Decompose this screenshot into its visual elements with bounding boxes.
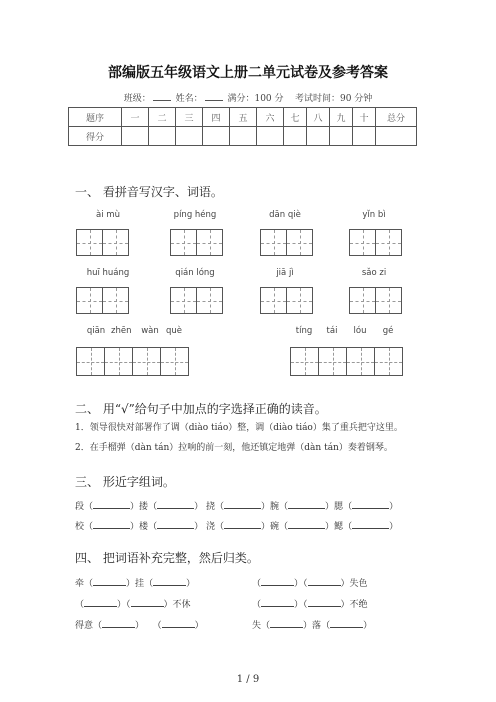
pinyin: huī huáng (86, 268, 130, 278)
score-cell[interactable] (203, 127, 230, 146)
char-grid[interactable] (76, 229, 129, 256)
answer-blank[interactable] (288, 499, 325, 509)
char: 腕 (270, 502, 280, 512)
char-grid[interactable] (170, 287, 223, 314)
answer-blank[interactable] (261, 576, 294, 586)
section-1-heading: 一、 看拼音写汉字、词语。 (75, 185, 223, 199)
answer-blank[interactable] (157, 519, 194, 529)
idiom-line: （ ）（ ）失色 (252, 576, 368, 589)
score-cell[interactable] (330, 127, 353, 146)
answer-blank[interactable] (131, 597, 164, 607)
answer-blank[interactable] (157, 499, 194, 509)
char-grid[interactable] (260, 229, 313, 256)
score-label: 满分：100 分 (227, 94, 284, 104)
idiom-char: 牵 (75, 579, 85, 589)
score-cell[interactable] (353, 127, 376, 146)
page-number: 1 / 9 (236, 674, 260, 685)
col-header: 八 (307, 108, 330, 127)
idiom-char: 得意 (75, 621, 94, 631)
section-3-heading: 三、 形近字组词。 (75, 475, 175, 489)
answer-blank[interactable] (261, 597, 294, 607)
pinyin: wàn (141, 326, 159, 336)
char-cell[interactable] (375, 229, 402, 256)
pinyin: gé (382, 326, 394, 336)
class-blank[interactable] (153, 92, 171, 101)
row-label: 得分 (69, 127, 122, 146)
score-cell[interactable] (176, 127, 203, 146)
answer-blank[interactable] (84, 597, 117, 607)
char-cell[interactable] (318, 347, 347, 376)
idiom-line: 牵（ ）挂（ ） (75, 576, 195, 589)
char: 碗 (270, 522, 280, 532)
char-grid[interactable] (260, 287, 313, 314)
score-table-score-row (69, 127, 417, 146)
pinyin: jiā jì (276, 268, 294, 278)
answer-blank[interactable] (352, 519, 389, 529)
idiom-char: 失色 (349, 579, 368, 589)
pinyin: qián lóng (175, 268, 215, 278)
char-cell[interactable] (290, 347, 319, 376)
col-header: 总分 (376, 108, 417, 127)
char-cell[interactable] (286, 229, 313, 256)
pinyin: dān qiè (269, 210, 301, 220)
answer-blank[interactable] (330, 618, 363, 628)
section-4-heading: 四、 把词语补充完整，然后归类。 (75, 551, 259, 565)
col-header: 六 (257, 108, 284, 127)
char: 鳃 (334, 522, 344, 532)
idiom-char: 失 (252, 621, 262, 631)
col-header: 四 (203, 108, 230, 127)
char-cell[interactable] (160, 347, 189, 376)
pinyin: ài mù (96, 210, 120, 220)
char-cell[interactable] (260, 229, 287, 256)
exam-info (0, 91, 496, 104)
question-line: 2．在手榴弹（dàn tán）拉响的前一刻，他还镇定地弹（dàn tán）奏着钢琴。 (75, 443, 393, 453)
pinyin: què (165, 326, 182, 336)
answer-blank[interactable] (288, 519, 325, 529)
char-grid[interactable] (170, 229, 223, 256)
char-grid[interactable] (349, 287, 402, 314)
char-cell[interactable] (102, 229, 129, 256)
idiom-char: 挂 (135, 579, 145, 589)
pinyin: sǎo zi (361, 268, 387, 278)
section-2-heading: 二、 用“√”给句子中加点的字选择正确的读音。 (75, 402, 327, 416)
score-table-header-row (69, 108, 417, 127)
answer-blank[interactable] (93, 499, 130, 509)
col-header: 十 (353, 108, 376, 127)
char: 段 (75, 502, 85, 512)
idiom-line: （ ）（ ）不绝 (252, 597, 368, 610)
answer-blank[interactable] (153, 576, 186, 586)
char-cell[interactable] (76, 229, 103, 256)
answer-blank[interactable] (162, 618, 195, 628)
char-cell[interactable] (375, 287, 402, 314)
answer-blank[interactable] (224, 499, 261, 509)
answer-blank[interactable] (102, 618, 135, 628)
answer-blank[interactable] (352, 499, 389, 509)
name-blank[interactable] (205, 92, 223, 101)
char-grid[interactable] (76, 347, 189, 376)
score-cell[interactable] (257, 127, 284, 146)
char-grid[interactable] (76, 287, 129, 314)
col-header: 五 (230, 108, 257, 127)
pinyin: tái (326, 326, 338, 336)
char-cell[interactable] (170, 287, 197, 314)
idiom-line: （ ）（ ）不休 (75, 597, 191, 610)
col-header: 三 (176, 108, 203, 127)
char-cell[interactable] (76, 287, 103, 314)
char-cell[interactable] (349, 287, 376, 314)
score-cell[interactable] (376, 127, 417, 146)
char-cell[interactable] (102, 287, 129, 314)
col-header: 九 (330, 108, 353, 127)
char-cell[interactable] (170, 229, 197, 256)
word-group-row: 段（ ）搂（ ） 挠（ ）腕（ ）腮（ ） (75, 499, 398, 512)
col-header: 一 (122, 108, 149, 127)
char-grid[interactable] (290, 347, 403, 376)
char: 搂 (139, 502, 149, 512)
pinyin: zhēn (111, 326, 132, 336)
char-cell[interactable] (346, 347, 375, 376)
name-label: 姓名： (175, 94, 203, 104)
char: 楼 (139, 522, 149, 532)
pinyin: qiān (86, 326, 106, 336)
char-cell[interactable] (132, 347, 161, 376)
char: 腮 (334, 502, 344, 512)
score-table (68, 107, 417, 146)
answer-blank[interactable] (308, 597, 341, 607)
question-line: 1．领导很快对部署作了调（diào tiáo）整，调（diào tiáo）集了重兵把守这里。 (75, 423, 403, 433)
char-cell[interactable] (196, 287, 223, 314)
idiom-line: 得意（ ） （ ） (75, 618, 204, 631)
answer-blank[interactable] (224, 519, 261, 529)
idiom-char: 不绝 (349, 600, 368, 610)
score-cell[interactable] (230, 127, 257, 146)
score-cell[interactable] (122, 127, 149, 146)
score-cell[interactable] (284, 127, 307, 146)
col-header: 题序 (69, 108, 122, 127)
col-header: 七 (284, 108, 307, 127)
char-cell[interactable] (374, 347, 403, 376)
char: 校 (75, 522, 85, 532)
char: 挠 (205, 502, 215, 512)
score-cell[interactable] (307, 127, 330, 146)
idiom-line: 失（ ）落（ ） (252, 618, 372, 631)
char-cell[interactable] (260, 287, 287, 314)
char-grid[interactable] (349, 229, 402, 256)
answer-blank[interactable] (93, 519, 130, 529)
pinyin: yǐn bì (362, 210, 386, 220)
char: 浇 (205, 522, 215, 532)
answer-blank[interactable] (308, 576, 341, 586)
word-group-row: 校（ ）楼（ ） 浇（ ）碗（ ）鳃（ ） (75, 519, 398, 532)
char-cell[interactable] (196, 229, 223, 256)
col-header: 二 (149, 108, 176, 127)
class-label: 班级： (123, 94, 151, 104)
score-cell[interactable] (149, 127, 176, 146)
time-label: 考试时间：90 分钟 (294, 94, 373, 104)
char-cell[interactable] (104, 347, 133, 376)
char-cell[interactable] (76, 347, 105, 376)
idiom-char: 不休 (172, 600, 191, 610)
answer-blank[interactable] (270, 618, 303, 628)
pinyin: lóu (353, 326, 367, 336)
pinyin: píng héng (173, 210, 217, 220)
answer-blank[interactable] (93, 576, 126, 586)
char-cell[interactable] (286, 287, 313, 314)
idiom-char: 落 (312, 621, 322, 631)
pinyin: tíng (295, 326, 313, 336)
char-cell[interactable] (349, 229, 376, 256)
page-title: 部编版五年级语文上册二单元试卷及参考答案 (108, 65, 388, 81)
